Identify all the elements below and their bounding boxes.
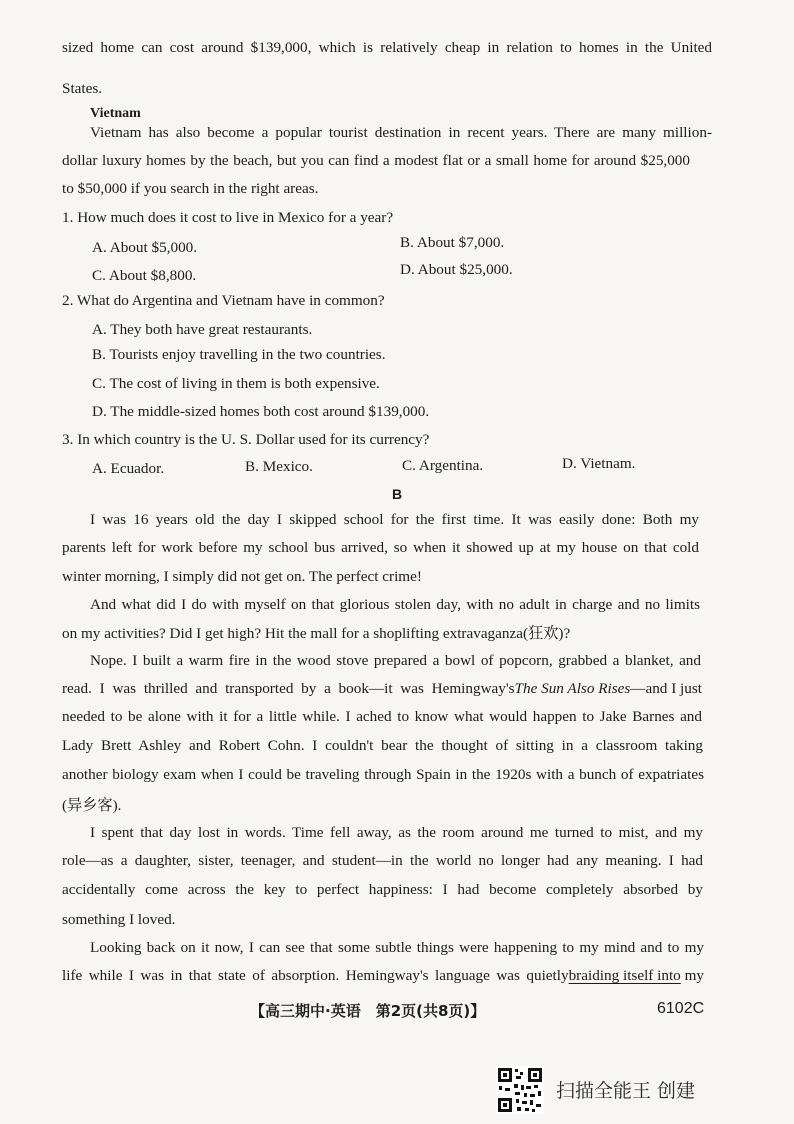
question-3-option-d: D. Vietnam. bbox=[562, 455, 636, 472]
passage-a-line: States. bbox=[62, 80, 103, 97]
section-b-paragraph-line: (异乡客). bbox=[62, 797, 122, 814]
section-b-paragraph-line: Looking back on it now, I can see that some subtle things were happening to my mind and to my bbox=[90, 939, 704, 956]
section-b-paragraph-line: role—as a daughter, sister, teenager, and student—in the world no longer had any meaning. I had bbox=[62, 852, 703, 869]
vietnam-heading: Vietnam bbox=[90, 106, 141, 121]
question-3-option-c: C. Argentina. bbox=[402, 457, 484, 474]
question-3-option-a: A. Ecuador. bbox=[92, 460, 165, 477]
section-b-paragraph-line: Nope. I built a warm fire in the wood stove prepared a bowl of popcorn, grabbed a blanket, and bbox=[90, 652, 701, 669]
line-text: life while I was in that state of absorption. Hemingway's language was quietly bbox=[62, 967, 569, 984]
book-title: The Sun Also Rises bbox=[514, 680, 631, 697]
vietnam-paragraph-line: Vietnam has also become a popular tourist destination in recent years. There are many million- bbox=[90, 124, 712, 141]
question-3-stem: 3. In which country is the U. S. Dollar used for its currency? bbox=[62, 431, 430, 448]
question-2-option-a: A. They both have great restaurants. bbox=[92, 321, 313, 338]
passage-a-line: sized home can cost around $139,000, which is relatively cheap in relation to homes in the United bbox=[62, 39, 712, 56]
question-3-option-b: B. Mexico. bbox=[245, 458, 313, 475]
section-b-paragraph-line: I spent that day lost in words. Time fell away, as the room around me turned to mist, and my bbox=[90, 824, 703, 841]
section-b-paragraph-line: parents left for work before my school bus arrived, so when it showed up at my house on that cold bbox=[62, 539, 699, 556]
section-b-paragraph-line: Lady Brett Ashley and Robert Cohn. I couldn't bear the thought of sitting in a classroom taking bbox=[62, 737, 703, 754]
section-b-paragraph-line: on my activities? Did I get high? Hit the mall for a shoplifting extravaganza(狂欢)? bbox=[62, 625, 571, 642]
section-b-paragraph-line: accidentally come across the key to perfect happiness: I had become completely absorbed by bbox=[62, 881, 703, 898]
question-2-option-c: C. The cost of living in them is both expensive. bbox=[92, 375, 380, 392]
question-1-option-c: C. About $8,800. bbox=[92, 267, 197, 284]
question-1-option-b: B. About $7,000. bbox=[400, 234, 505, 251]
vietnam-paragraph-line: dollar luxury homes by the beach, but you can find a modest flat or a small home for around $25,000 bbox=[62, 152, 690, 169]
question-2-stem: 2. What do Argentina and Vietnam have in common? bbox=[62, 292, 385, 309]
qr-code-icon bbox=[496, 1066, 544, 1114]
question-2-option-b: B. Tourists enjoy travelling in the two countries. bbox=[92, 346, 386, 363]
section-b-paragraph-line bbox=[62, 679, 702, 699]
section-b-paragraph-line: winter morning, I simply did not get on. The perfect crime! bbox=[62, 568, 422, 585]
vietnam-paragraph-line: to $50,000 if you search in the right areas. bbox=[62, 180, 319, 197]
section-b-paragraph-line: needed to be alone with it for a little while. I ached to know what would happen to Jake Barnes and bbox=[62, 708, 702, 725]
section-b-paragraph-line: another biology exam when I could be traveling through Spain in the 1920s with a bunch of expatriates bbox=[62, 766, 704, 783]
scanner-watermark: 扫描全能王 创建 bbox=[556, 1080, 696, 1102]
question-2-option-d: D. The middle-sized homes both cost around $139,000. bbox=[92, 403, 430, 420]
underlined-phrase: braiding itself into bbox=[568, 967, 681, 984]
section-b-paragraph-line: something I loved. bbox=[62, 911, 176, 928]
question-1-option-a: A. About $5,000. bbox=[92, 239, 198, 256]
line-text: read. I was thrilled and transported by a book—it was Hemingway's bbox=[62, 680, 515, 697]
section-b-heading: B bbox=[391, 486, 403, 502]
page-footer-label: 【高三期中·英语 第2页(共8页)】 bbox=[250, 1002, 486, 1020]
question-1-stem: 1. How much does it cost to live in Mexico for a year? bbox=[62, 209, 394, 226]
section-b-paragraph-line bbox=[62, 966, 704, 986]
question-1-option-d: D. About $25,000. bbox=[400, 261, 513, 278]
section-b-paragraph-line: And what did I do with myself on that glorious stolen day, with no adult in charge and no limits bbox=[90, 596, 700, 613]
line-text: my bbox=[680, 967, 704, 984]
section-b-paragraph-line: I was 16 years old the day I skipped school for the first time. It was easily done: Both my bbox=[90, 511, 699, 528]
line-text: —and I just bbox=[630, 680, 702, 697]
paper-code: 6102C bbox=[657, 1000, 705, 1017]
